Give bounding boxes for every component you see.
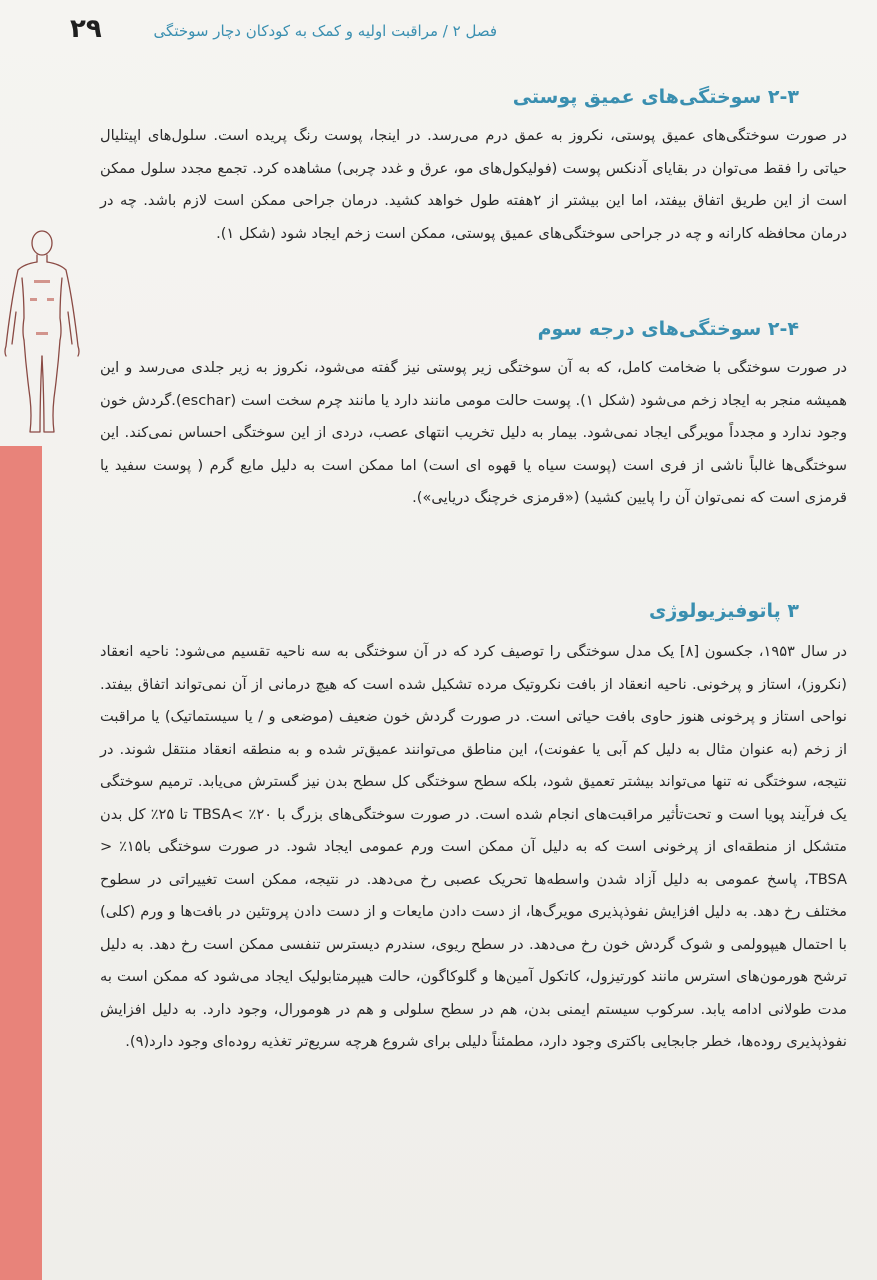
section-text-pathophysiology bbox=[100, 636, 847, 1059]
side-color-bar bbox=[0, 446, 42, 1280]
paragraph: در سال ۱۹۵۳، جکسون [۸] یک مدل سوختگی را توصیف کرد که در آن سوختگی به سه ناحیه تقسیم می‌شود: ناحیه انعقاد (نکروز)، استاز و پرخونی. ناحیه انعقاد از بافت نکروتیک مرده تشکیل شده است که هیچ درمانی از آن نمی‌تواند اتفاق بیفتد. نواحی استاز و پرخونی هنوز حاوی بافت حیاتی است. در صورت گردش خون ضعیف (موضعی و / یا سیستماتیک) یا مراقبت از زخم (به عنوان مثال به دلیل کم آبی یا عفونت)، این مناطق می‌توانند عمیق‌تر شده و به منطقه انعقاد منتقل شوند. در نتیجه، سوختگی نه تنها می‌تواند بیشتر تعمیق شود، بلکه سطح سوختگی کل سطح بدن نیز گسترش می‌یابد. ترمیم سوختگی یک فرآیند پویا است و تحت‌تأثیر مراقبت‌های انجام شده است. در صورت سوختگی‌های بزرگ با ۲۰٪ >TBSA تا ۲۵٪ کل بدن متشکل از منطقه‌ای از پرخونی است که به دلیل آن ممکن است ورم عمومی ایجاد شود. در صورت سوختگی با۱۵٪ < TBSA، پاسخ عمومی به دلیل آزاد شدن واسطه‌ها تحریک عصبی رخ می‌دهد. در نتیجه، ممکن است تغییراتی در سطوح مختلف رخ دهد. به دلیل افزایش نفوذپذیری مویرگ‌ها، از دست دادن مایعات و از دست دادن پروتئین در بافت‌ها و ورم (کلی) با احتمال هیپوولمی و شوک گردش خون رخ می‌دهد. در سطح ریوی، سندرم دیسترس تنفسی ممکن است رخ دهد. به دلیل ترشح هورمون‌های استرس مانند کورتیزول، کاتکول آمین‌ها و گلوکاگون، حالت هیپرمتابولیک ایجاد می‌شود که ممکن است به مدت طولانی ادامه یابد. سرکوب سیستم ایمنی بدن، هم در سطح سلولی و هم در هومورال، وجود دارد. به دلیل افزایش نفوذپذیری روده‌ها، خطر جابجایی باکتری وجود دارد، مطمئناً دلیلی برای شروع هرچه سریع‌تر تغذیه روده‌ای وجود دارد(۹). bbox=[100, 643, 847, 1050]
section-text-deep-dermal bbox=[100, 120, 847, 250]
paragraph: در صورت سوختگی با ضخامت کامل، که به آن سوختگی زیر پوستی نیز گفته می‌شود، نکروز به زیر جلدی می‌رسد و این همیشه منجر به ایجاد زخم می‌شود (شکل ۱). پوست حالت مومی مانند دارد یا مانند چرم سخت است (eschar).گردش خون وجود ندارد و مجدداً مویرگی ایجاد نمی‌شود. بیمار به دلیل تخریب انتهای عصب، دردی از این سوختگی احساس نمی‌کند. این سوختگی‌ها غالباً ناشی از فری است (پوست سیاه یا قهوه ای است) اما ممکن است به دلیل مایع گرم ( پوست سفید یا قرمزی است که نمی‌توان آن را پایین کشید) («قرمزی خرچنگ دریایی»). bbox=[100, 359, 847, 506]
human-body-outline-icon bbox=[0, 228, 82, 438]
paragraph: در صورت سوختگی‌های عمیق پوستی، نکروز به عمق درم می‌رسد. در اینجا، پوست رنگ پریده است. سلول‌های اپیتلیال حیاتی را فقط می‌توان در بقایای آدنکس پوست (فولیکول‌های مو، عرق و غدد چربی) مشاهده کرد. تجمع مجدد سلول ممکن است از این طریق اتفاق بیفتد، اما این بیشتر از ۲هفته طول خواهد کشید. درمان جراحی ممکن است لازم باشد. چه در درمان محافظه کارانه و چه در جراحی سوختگی‌های عمیق پوستی، ممکن است زخم ایجاد شود (شکل ۱). bbox=[100, 127, 847, 242]
section-text-third-degree bbox=[100, 352, 847, 515]
section-heading-pathophysiology: ۳ پاتوفیزیولوژی bbox=[649, 600, 799, 622]
section-heading-third-degree: ۲-۴ سوختگی‌های درجه سوم bbox=[537, 318, 799, 340]
running-title: فصل ۲ / مراقبت اولیه و کمک به کودکان دچار سوختگی bbox=[153, 22, 497, 40]
page-number: ۲۹ bbox=[70, 14, 102, 44]
section-heading-deep-dermal: ۲-۳ سوختگی‌های عمیق پوستی bbox=[512, 86, 799, 108]
